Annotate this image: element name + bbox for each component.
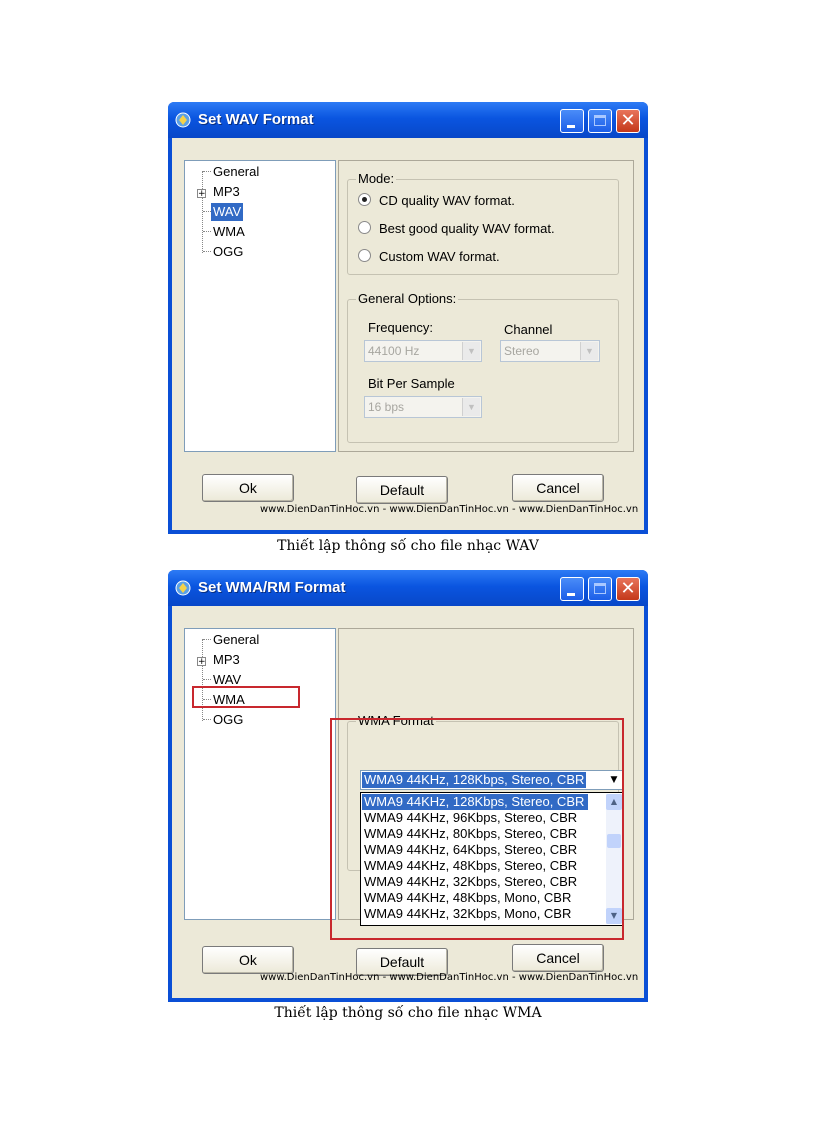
close-icon: ✕ <box>620 578 636 599</box>
app-icon <box>174 579 192 597</box>
list-item[interactable]: WMA9 44KHz, 48Kbps, Mono, CBR <box>364 890 572 905</box>
mode-group <box>347 171 619 275</box>
tree-item-mp3[interactable]: MP3 <box>213 652 240 667</box>
settings-panel <box>338 160 634 452</box>
radio-checked-icon[interactable] <box>358 193 371 206</box>
list-item[interactable]: WMA9 44KHz, 48Kbps, Stereo, CBR <box>364 858 578 873</box>
minimize-button[interactable] <box>560 109 584 133</box>
wav-format-dialog <box>168 102 648 534</box>
mode-option-best[interactable] <box>358 220 555 238</box>
chevron-down-icon[interactable]: ▼ <box>580 342 598 360</box>
minimize-icon <box>567 593 575 596</box>
tree-item-wav[interactable]: WAV <box>213 672 242 687</box>
chevron-down-icon[interactable]: ▼ <box>462 398 480 416</box>
channel-select[interactable] <box>500 340 600 362</box>
maximize-icon <box>594 115 606 126</box>
list-item[interactable]: WMA9 44KHz, 128Kbps, Stereo, CBR <box>362 794 588 810</box>
settings-tree[interactable] <box>184 160 336 452</box>
tree-item-wma[interactable]: WMA <box>213 692 245 707</box>
list-item[interactable]: WMA9 44KHz, 32Kbps, Mono, CBR <box>364 906 572 921</box>
settings-tree[interactable] <box>184 628 336 920</box>
frequency-select[interactable] <box>364 340 482 362</box>
dialog-title: Set WAV Format <box>198 111 314 128</box>
general-options-title: General Options: <box>358 291 457 306</box>
maximize-button[interactable] <box>588 109 612 133</box>
mode-option-cd[interactable] <box>358 192 515 210</box>
title-bar[interactable] <box>168 102 648 138</box>
cancel-button[interactable]: Cancel <box>512 474 604 502</box>
chevron-down-icon[interactable]: ▼ <box>462 342 480 360</box>
channel-label: Channel <box>504 322 553 337</box>
watermark: www.DienDanTinHoc.vn - www.DienDanTinHoc.vn - www.DienDanTinHoc.vn <box>260 504 639 515</box>
tree-connector <box>203 231 211 232</box>
default-button[interactable]: Default <box>356 948 448 976</box>
list-item[interactable]: WMA9 44KHz, 80Kbps, Stereo, CBR <box>364 826 578 841</box>
mode-group-title: Mode: <box>358 171 395 186</box>
tree-item-wav[interactable]: WAV <box>213 204 242 219</box>
mode-option-label: Best good quality WAV format. <box>379 221 555 236</box>
tree-item-ogg[interactable]: OGG <box>213 244 244 259</box>
ok-button[interactable]: Ok <box>202 474 294 502</box>
tree-item-ogg[interactable]: OGG <box>213 712 244 727</box>
dialog-title: Set WMA/RM Format <box>198 579 346 596</box>
tree-item-general[interactable]: General <box>213 164 260 179</box>
scroll-down-icon[interactable]: ▼ <box>606 908 622 924</box>
close-button[interactable] <box>616 577 640 601</box>
app-icon <box>174 111 192 129</box>
expand-icon[interactable]: + <box>198 189 206 199</box>
tree-connector <box>203 719 211 720</box>
tree-connector <box>203 171 211 172</box>
bps-value: 16 bps <box>368 400 405 414</box>
frequency-value: 44100 Hz <box>368 344 420 358</box>
bps-select[interactable] <box>364 396 482 418</box>
tree-connector <box>202 639 203 721</box>
minimize-icon <box>567 125 575 128</box>
watermark: www.DienDanTinHoc.vn - www.DienDanTinHoc.vn - www.DienDanTinHoc.vn <box>260 972 639 983</box>
radio-icon[interactable] <box>358 249 371 262</box>
cancel-button[interactable]: Cancel <box>512 944 604 972</box>
frequency-label: Frequency: <box>368 320 434 335</box>
default-button[interactable]: Default <box>356 476 448 504</box>
general-options-group <box>347 291 619 443</box>
tree-connector <box>203 639 211 640</box>
tree-connector <box>203 679 211 680</box>
minimize-button[interactable] <box>560 577 584 601</box>
caption-wav: Thiết lập thông số cho file nhạc WAV <box>277 538 539 554</box>
maximize-button[interactable] <box>588 577 612 601</box>
title-bar[interactable] <box>168 570 648 606</box>
mode-option-custom[interactable] <box>358 248 500 266</box>
list-item[interactable]: WMA9 44KHz, 32Kbps, Stereo, CBR <box>364 874 578 889</box>
mode-option-label: CD quality WAV format. <box>379 193 515 208</box>
close-button[interactable] <box>616 109 640 133</box>
list-item[interactable]: WMA9 44KHz, 64Kbps, Stereo, CBR <box>364 842 578 857</box>
tree-item-general[interactable]: General <box>213 632 260 647</box>
ok-button[interactable]: Ok <box>202 946 294 974</box>
caption-wma: Thiết lập thông số cho file nhạc WMA <box>274 1005 542 1021</box>
close-icon: ✕ <box>620 110 636 131</box>
channel-value: Stereo <box>504 344 540 358</box>
dialog-body <box>172 138 644 530</box>
scroll-up-icon[interactable]: ▲ <box>606 794 622 810</box>
expand-icon[interactable]: + <box>198 657 206 667</box>
dialog-body <box>172 606 644 998</box>
maximize-icon <box>594 583 606 594</box>
tree-item-wma[interactable]: WMA <box>213 224 245 239</box>
highlight-box-format <box>330 718 624 940</box>
list-item[interactable]: WMA9 44KHz, 96Kbps, Stereo, CBR <box>364 810 578 825</box>
tree-connector <box>203 251 211 252</box>
tree-connector <box>203 211 211 212</box>
tree-item-mp3[interactable]: MP3 <box>213 184 240 199</box>
chevron-down-icon[interactable]: ▼ <box>610 775 618 785</box>
mode-option-label: Custom WAV format. <box>379 249 500 264</box>
tree-connector <box>202 171 203 253</box>
wma-format-value: WMA9 44KHz, 128Kbps, Stereo, CBR <box>364 772 585 787</box>
radio-icon[interactable] <box>358 221 371 234</box>
highlight-box-wma <box>192 686 300 708</box>
bps-label: Bit Per Sample <box>368 376 455 391</box>
wma-format-dialog <box>168 570 648 1002</box>
wma-format-title: WMA Format <box>358 713 434 728</box>
